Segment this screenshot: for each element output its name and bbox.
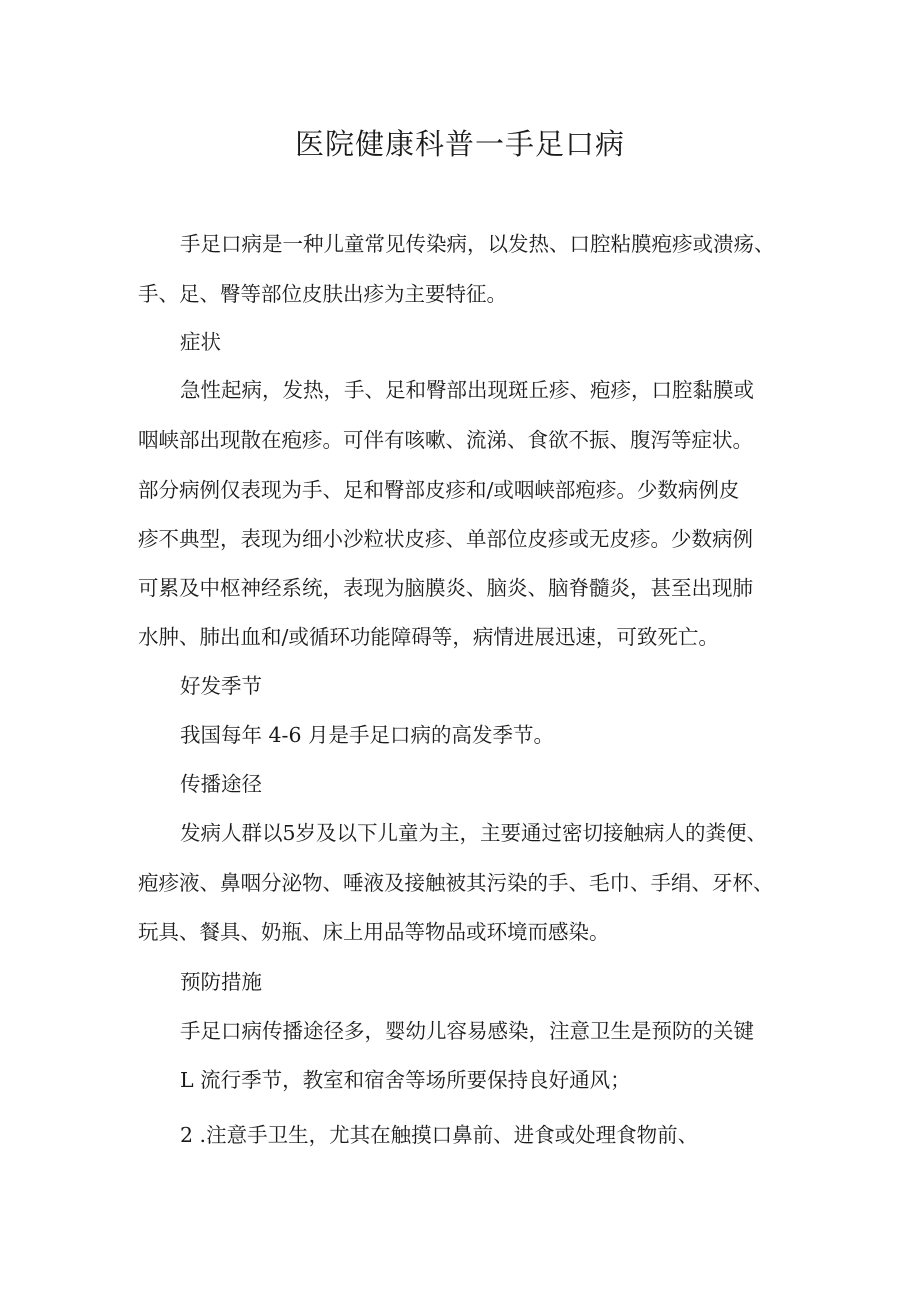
- paragraph-transmission-line-1: 发病人群以5岁及以下儿童为主，主要通过密切接触病人的粪便、: [180, 821, 768, 845]
- paragraph-intro-line-2: 手、足、臀等部位皮肤出疹为主要特征。: [138, 282, 507, 306]
- section-heading-prevention: 预防措施: [180, 970, 262, 994]
- paragraph-prevention-line-1: 手足口病传播途径多，婴幼儿容易感染，注意卫生是预防的关键: [180, 1019, 754, 1043]
- paragraph-symptoms-line-1: 急性起病，发热，手、足和臀部出现斑丘疹、疱疹，口腔黏膜或: [180, 378, 754, 402]
- paragraph-transmission-line-3: 玩具、餐具、奶瓶、床上用品等物品或环境而感染。: [138, 920, 610, 944]
- paragraph-symptoms-line-2: 咽峡部出现散在疱疹。可伴有咳嗽、流涕、食欲不振、腹泻等症状。: [138, 428, 753, 452]
- paragraph-season-line-1: 我国每年 4-6 月是手足口病的高发季节。: [180, 723, 555, 747]
- section-heading-season: 好发季节: [180, 674, 262, 698]
- document-title: 医院健康科普一手足口病: [294, 127, 625, 161]
- section-heading-transmission: 传播途径: [180, 772, 262, 796]
- paragraph-symptoms-line-5: 可累及中枢神经系统，表现为脑膜炎、脑炎、脑脊髓炎，甚至出现肺: [138, 576, 753, 600]
- prevention-item-1: L 流行季节，教室和宿舍等场所要保持良好通风；: [180, 1068, 631, 1092]
- paragraph-intro-line-1: 手足口病是一种儿童常见传染病，以发热、口腔粘膜疱疹或溃疡、: [180, 232, 775, 256]
- prevention-item-2: 2 .注意手卫生，尤其在触摸口鼻前、进食或处理食物前、: [180, 1123, 699, 1147]
- section-heading-symptoms: 症状: [180, 330, 221, 354]
- paragraph-symptoms-line-6: 水肿、肺出血和/或循环功能障碍等，病情进展迅速，可致死亡。: [138, 625, 719, 649]
- paragraph-symptoms-line-3: 部分病例仅表现为手、足和臀部皮疹和/或咽峡部疱疹。少数病例皮: [138, 478, 740, 502]
- paragraph-symptoms-line-4: 疹不典型，表现为细小沙粒状皮疹、单部位皮疹或无皮疹。少数病例: [138, 527, 753, 551]
- paragraph-transmission-line-2: 疱疹液、鼻咽分泌物、唾液及接触被其污染的手、毛巾、手绢、牙杯、: [138, 871, 774, 895]
